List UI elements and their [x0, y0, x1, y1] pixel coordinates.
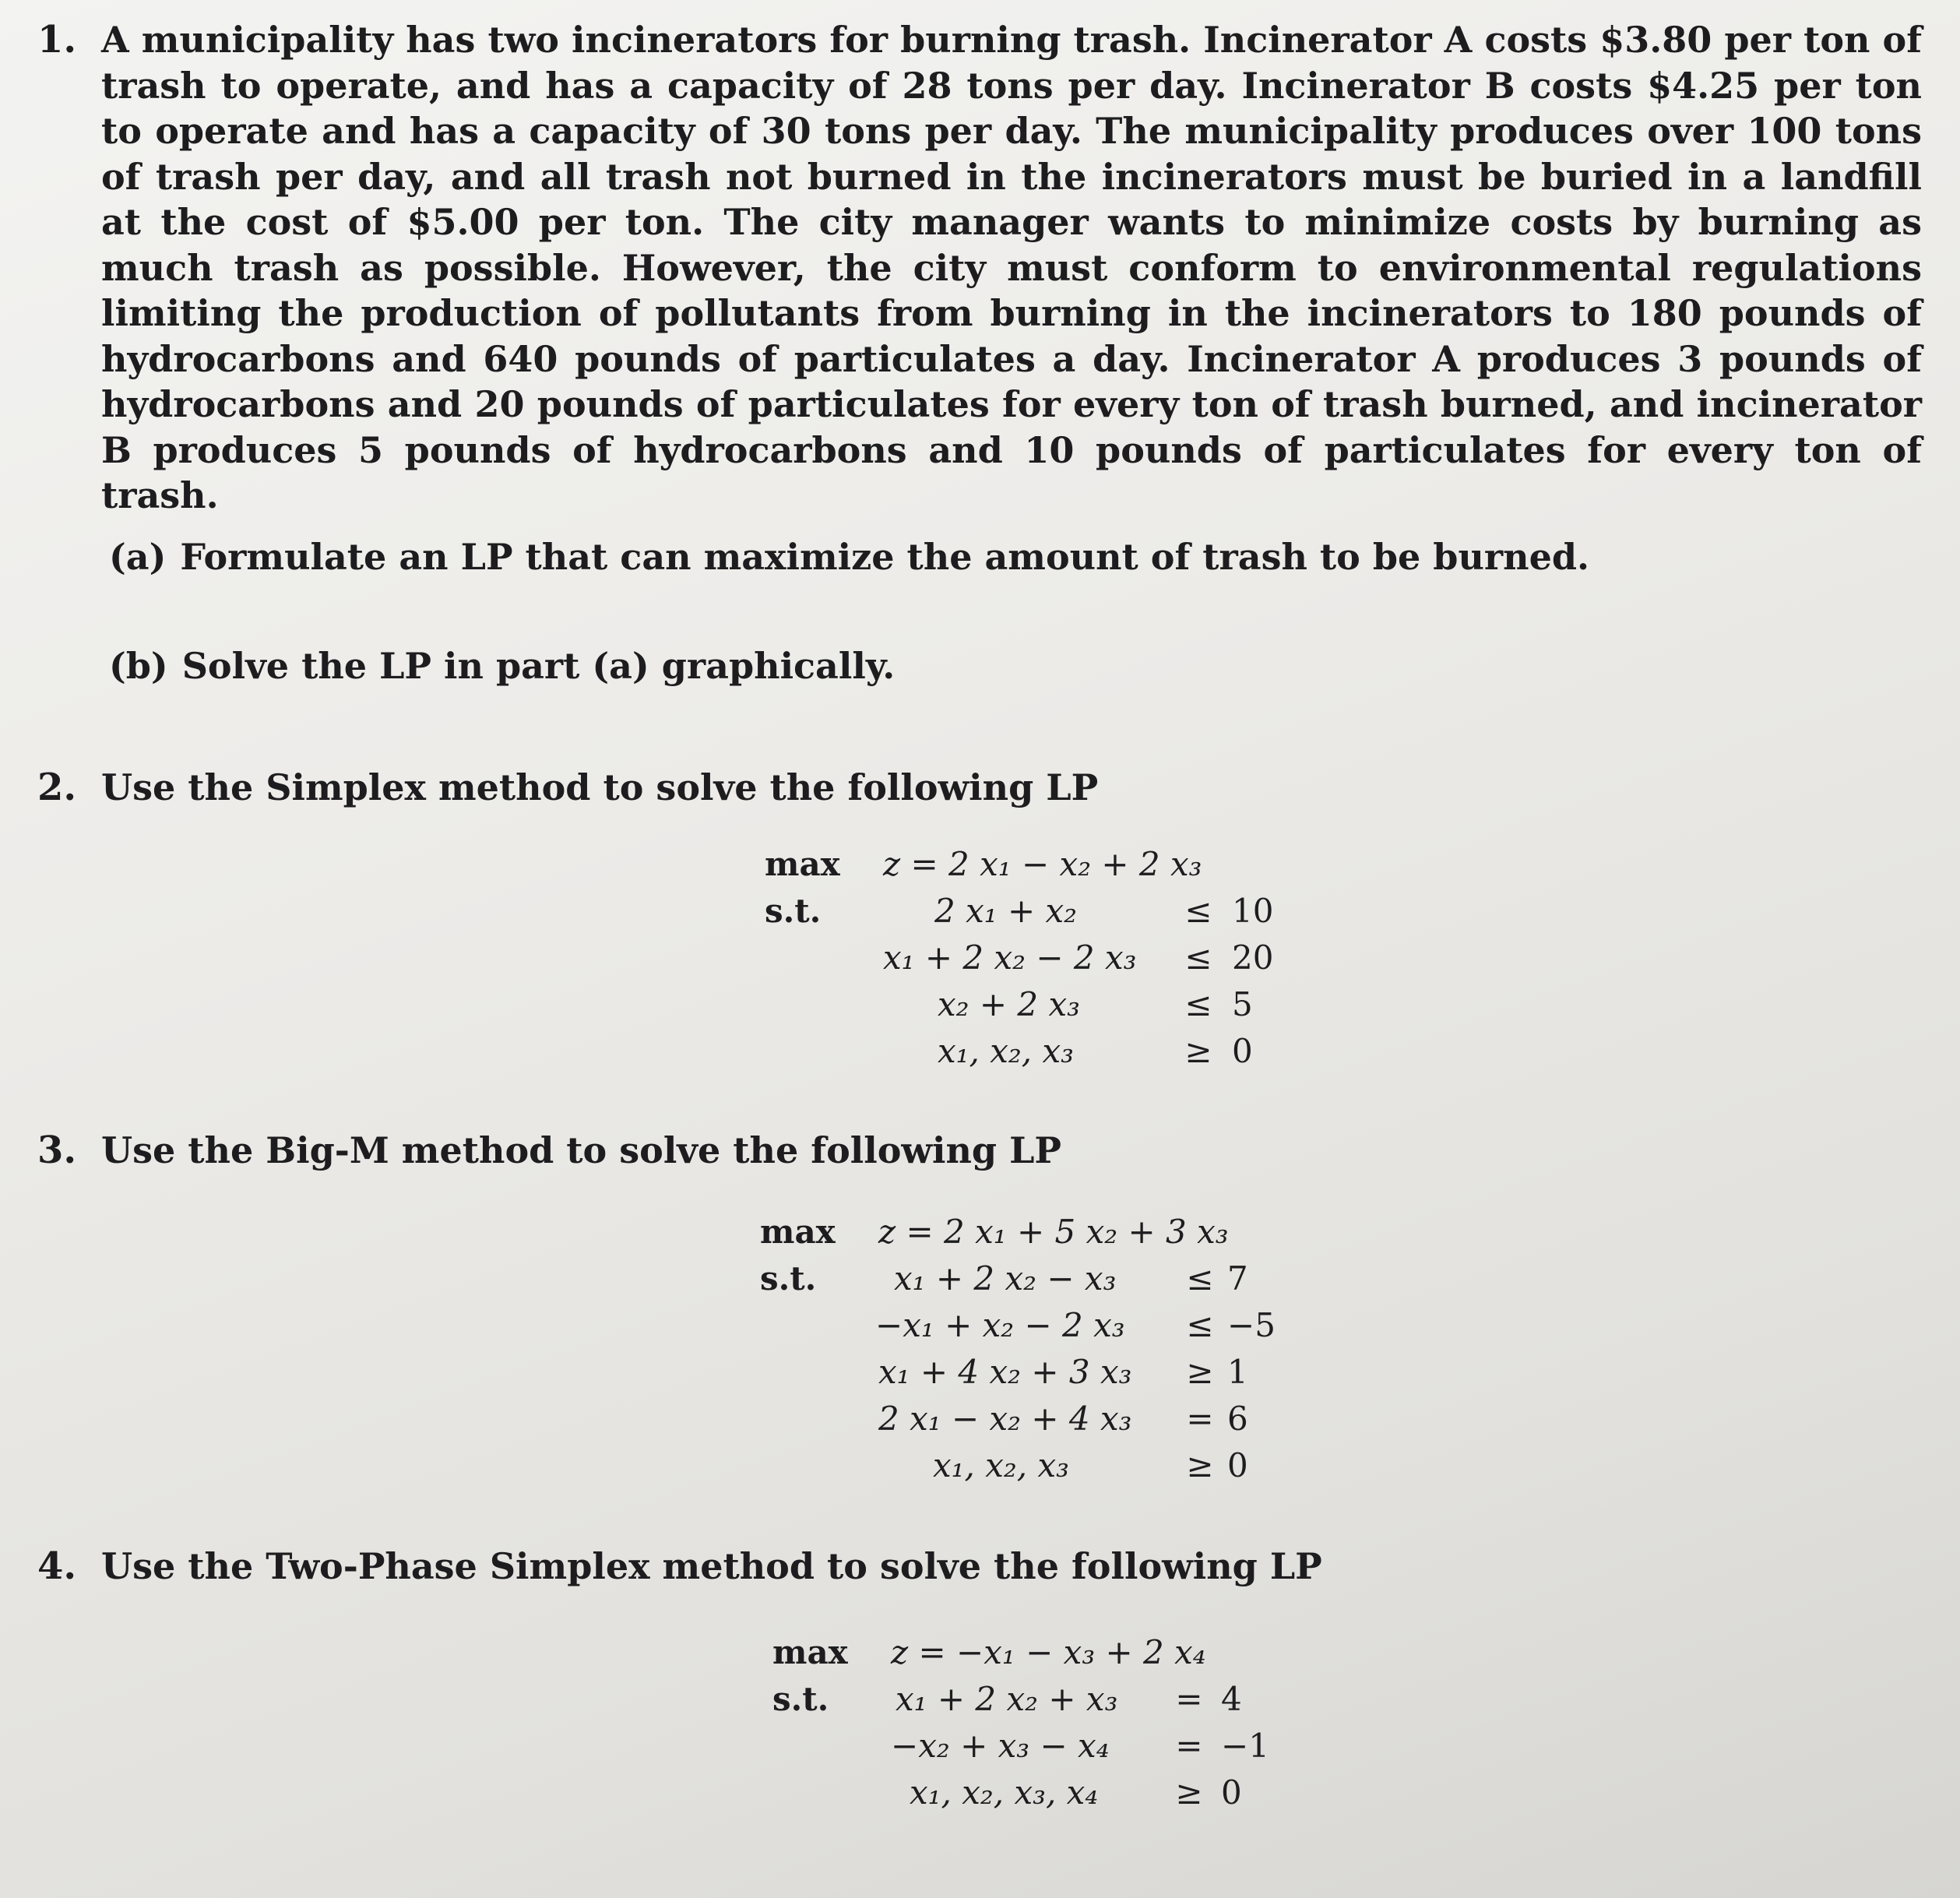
constraint-lhs: x₁, x₂, x₃	[933, 1446, 1069, 1484]
problem-text: Use the Simplex method to solve the following LP	[101, 766, 1099, 808]
objective: z = 2 x₁ + 5 x₂ + 3 x₃	[878, 1213, 1229, 1251]
constraint-relation: ≥	[1175, 1773, 1203, 1812]
constraint-rhs: 0	[1232, 1032, 1253, 1070]
constraint-rhs: 4	[1221, 1680, 1242, 1718]
st-label: s.t.	[765, 892, 822, 930]
constraint-rhs: 10	[1232, 892, 1274, 930]
constraint-rhs: 6	[1227, 1400, 1248, 1438]
constraint-lhs: x₁, x₂, x₃, x₄	[910, 1773, 1099, 1812]
constraint-relation: =	[1175, 1680, 1203, 1718]
constraint-lhs: x₁ + 2 x₂ − 2 x₃	[883, 938, 1137, 977]
problem-1	[37, 17, 1922, 519]
problem-text: A municipality has two incinerators for burning trash. Incinerator A costs $3.80 per ton of trash to operate, and has a capacity of 28 tons per day. Incinerator B costs $4.25 per ton to operate and has a capacity of 30 tons per day. The municipality produces over 100 tons of trash per day, and all trash not burned in the incinerators must be buried in a landfill at the cost of $5.00 per ton. The city manager wants to minimize costs by burning as much trash as possible. However, the city must conform to environmental regulations limiting the production of pollutants from burning in the incinerators to 180 pounds of hydrocarbons and 640 pounds of particulates a day. Incinerator A produces 3 pounds of hydrocarbons and 20 pounds of particulates for every ton of trash burned, and incinerator B produces 5 pounds of hydrocarbons and 10 pounds of particulates for every ton of trash.	[101, 19, 1922, 516]
constraint-rhs: 20	[1232, 938, 1274, 977]
constraint-rhs: −5	[1227, 1306, 1276, 1344]
objective: z = 2 x₁ − x₂ + 2 x₃	[883, 845, 1202, 883]
constraint-relation: ≥	[1186, 1353, 1214, 1391]
constraint-lhs: x₁, x₂, x₃	[938, 1032, 1074, 1070]
part-text: Solve the LP in part (a) graphically.	[181, 645, 896, 687]
constraint-relation: =	[1186, 1400, 1214, 1438]
constraint-lhs: 2 x₁ − x₂ + 4 x₃	[878, 1400, 1132, 1438]
constraint-relation: ≥	[1184, 1032, 1212, 1070]
constraint-lhs: x₁ + 4 x₂ + 3 x₃	[878, 1353, 1132, 1391]
problem-text: Use the Two-Phase Simplex method to solve the following LP	[101, 1545, 1322, 1587]
constraint-lhs: −x₁ + x₂ − 2 x₃	[875, 1306, 1125, 1344]
constraint-rhs: 5	[1232, 985, 1253, 1023]
problem-number: 2.	[37, 766, 77, 809]
constraint-lhs: x₁ + 2 x₂ + x₃	[896, 1680, 1118, 1718]
part-label: (b)	[109, 645, 168, 687]
constraint-rhs: 1	[1227, 1353, 1248, 1391]
st-label: s.t.	[772, 1680, 829, 1718]
part-text: Formulate an LP that can maximize the amount of trash to be burned.	[180, 536, 1590, 578]
constraint-lhs: x₂ + 2 x₃	[938, 985, 1081, 1023]
constraint-rhs: 7	[1227, 1259, 1248, 1298]
constraint-lhs: −x₂ + x₃ − x₄	[891, 1727, 1110, 1765]
constraint-relation: =	[1175, 1727, 1203, 1765]
constraint-rhs: 0	[1221, 1773, 1242, 1812]
max-label: max	[772, 1633, 848, 1671]
constraint-lhs: 2 x₁ + x₂	[934, 892, 1078, 930]
problem-3	[37, 1128, 1922, 1174]
constraint-relation: ≤	[1184, 892, 1212, 930]
objective: z = −x₁ − x₃ + 2 x₄	[891, 1633, 1206, 1671]
constraint-rhs: −1	[1221, 1727, 1269, 1765]
problem-1-part-b	[109, 643, 895, 688]
st-label: s.t.	[760, 1259, 817, 1298]
problem-4	[37, 1544, 1922, 1590]
problem-number: 1.	[37, 18, 77, 62]
constraint-rhs: 0	[1227, 1446, 1248, 1484]
constraint-lhs: x₁ + 2 x₂ − x₃	[894, 1259, 1117, 1298]
constraint-relation: ≤	[1186, 1259, 1214, 1298]
problem-1-part-a	[109, 534, 1589, 579]
problem-number: 4.	[37, 1544, 77, 1588]
constraint-relation: ≤	[1184, 985, 1212, 1023]
constraint-relation: ≥	[1186, 1446, 1214, 1484]
constraint-relation: ≤	[1184, 938, 1212, 977]
constraint-relation: ≤	[1186, 1306, 1214, 1344]
problem-number: 3.	[37, 1129, 77, 1172]
problem-2	[37, 765, 1922, 811]
part-label: (a)	[109, 536, 167, 578]
max-label: max	[765, 845, 840, 883]
problem-text: Use the Big-M method to solve the following LP	[101, 1129, 1062, 1171]
max-label: max	[760, 1213, 836, 1251]
